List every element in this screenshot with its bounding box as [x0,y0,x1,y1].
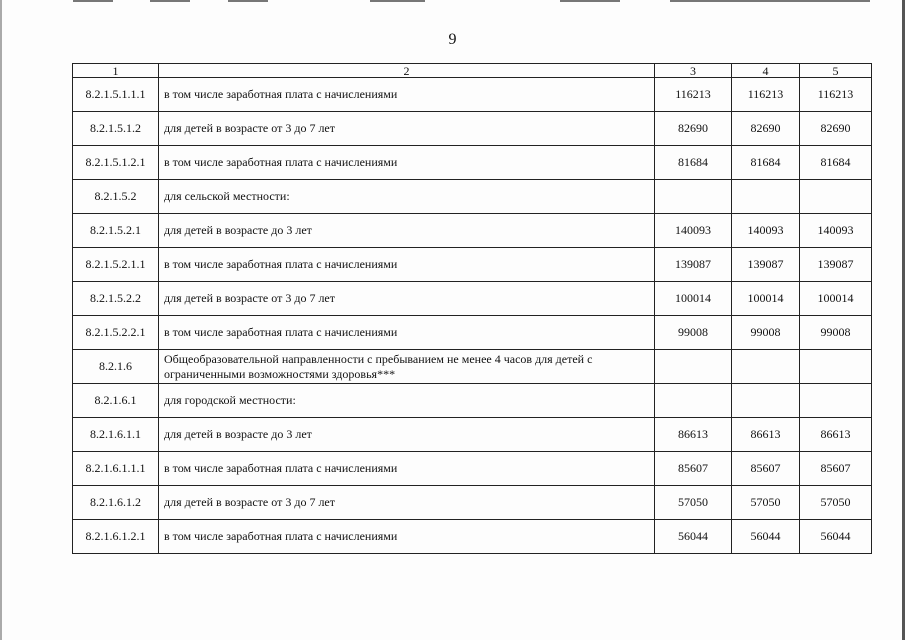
value-col5-cell: 140093 [800,214,872,248]
code-cell: 8.2.1.5.2.2 [73,282,159,316]
value-col5-cell: 139087 [800,248,872,282]
scan-edge-top-1 [73,0,113,2]
name-cell: для сельской местности: [159,180,655,214]
table-row [73,452,872,486]
value-col5-cell: 86613 [800,418,872,452]
table-row [73,112,872,146]
code-cell: 8.2.1.5.2.1.1 [73,248,159,282]
table-row [73,486,872,520]
code-cell: 8.2.1.6.1 [73,384,159,418]
scan-edge-top-4 [370,0,425,2]
table-row [73,520,872,554]
name-cell: в том числе заработная плата с начислениями [159,146,655,180]
table-row [73,146,872,180]
value-col4-cell [732,384,800,418]
table-body [73,64,872,554]
table-row [73,214,872,248]
value-col5-cell [800,180,872,214]
name-cell: для городской местности: [159,384,655,418]
value-col3-cell: 85607 [655,452,732,486]
data-table [72,63,872,554]
header-cell-5: 5 [800,64,872,78]
table-row [73,78,872,112]
code-cell: 8.2.1.5.2 [73,180,159,214]
name-cell: для детей в возрасте от 3 до 7 лет [159,112,655,146]
value-col3-cell [655,180,732,214]
name-cell: для детей в возрасте до 3 лет [159,214,655,248]
value-col5-cell: 99008 [800,316,872,350]
value-col3-cell: 86613 [655,418,732,452]
header-cell-4: 4 [732,64,800,78]
value-col3-cell: 56044 [655,520,732,554]
value-col3-cell [655,384,732,418]
value-col3-cell [655,350,732,384]
name-cell: в том числе заработная плата с начислениями [159,316,655,350]
value-col5-cell [800,350,872,384]
value-col4-cell: 57050 [732,486,800,520]
header-cell-2: 2 [159,64,655,78]
value-col3-cell: 116213 [655,78,732,112]
value-col5-cell: 100014 [800,282,872,316]
code-cell: 8.2.1.5.1.2 [73,112,159,146]
value-col4-cell: 100014 [732,282,800,316]
name-cell: в том числе заработная плата с начислениями [159,248,655,282]
name-cell: в том числе заработная плата с начислениями [159,520,655,554]
header-cell-3: 3 [655,64,732,78]
value-col3-cell: 139087 [655,248,732,282]
value-col5-cell: 81684 [800,146,872,180]
name-cell: в том числе заработная плата с начислениями [159,78,655,112]
code-cell: 8.2.1.6.1.1 [73,418,159,452]
table-row [73,350,872,384]
table-row [73,418,872,452]
table-row [73,180,872,214]
value-col4-cell: 81684 [732,146,800,180]
name-cell: для детей в возрасте от 3 до 7 лет [159,282,655,316]
scan-edge-top-2 [150,0,190,2]
code-cell: 8.2.1.6.1.1.1 [73,452,159,486]
value-col3-cell: 81684 [655,146,732,180]
value-col5-cell [800,384,872,418]
code-cell: 8.2.1.5.2.1 [73,214,159,248]
header-row [73,64,872,78]
scan-edge-top-3 [228,0,268,2]
value-col5-cell: 56044 [800,520,872,554]
value-col4-cell: 140093 [732,214,800,248]
code-cell: 8.2.1.6.1.2 [73,486,159,520]
value-col4-cell: 116213 [732,78,800,112]
page-number: 9 [448,31,457,48]
table-row [73,384,872,418]
code-cell: 8.2.1.5.1.1.1 [73,78,159,112]
table-row [73,248,872,282]
value-col3-cell: 140093 [655,214,732,248]
value-col4-cell: 56044 [732,520,800,554]
value-col4-cell [732,180,800,214]
value-col5-cell: 116213 [800,78,872,112]
value-col4-cell [732,350,800,384]
value-col3-cell: 57050 [655,486,732,520]
value-col4-cell: 99008 [732,316,800,350]
code-cell: 8.2.1.5.2.2.1 [73,316,159,350]
scan-edge-top-5 [560,0,620,2]
value-col4-cell: 139087 [732,248,800,282]
table-row [73,316,872,350]
scan-edge-top-6 [670,0,870,2]
name-cell: Общеобразовательной направленности с пребыванием не менее 4 часов для детей с ограниченными возможностями здоровья*** [159,350,655,384]
value-col3-cell: 82690 [655,112,732,146]
name-cell: для детей в возрасте от 3 до 7 лет [159,486,655,520]
value-col4-cell: 82690 [732,112,800,146]
name-cell: для детей в возрасте до 3 лет [159,418,655,452]
code-cell: 8.2.1.6 [73,350,159,384]
value-col5-cell: 57050 [800,486,872,520]
value-col3-cell: 100014 [655,282,732,316]
code-cell: 8.2.1.5.1.2.1 [73,146,159,180]
value-col4-cell: 86613 [732,418,800,452]
value-col5-cell: 82690 [800,112,872,146]
value-col3-cell: 99008 [655,316,732,350]
value-col4-cell: 85607 [732,452,800,486]
value-col5-cell: 85607 [800,452,872,486]
code-cell: 8.2.1.6.1.2.1 [73,520,159,554]
header-cell-1: 1 [73,64,159,78]
name-cell: в том числе заработная плата с начислениями [159,452,655,486]
table-row [73,282,872,316]
scan-edge-left [0,0,2,640]
